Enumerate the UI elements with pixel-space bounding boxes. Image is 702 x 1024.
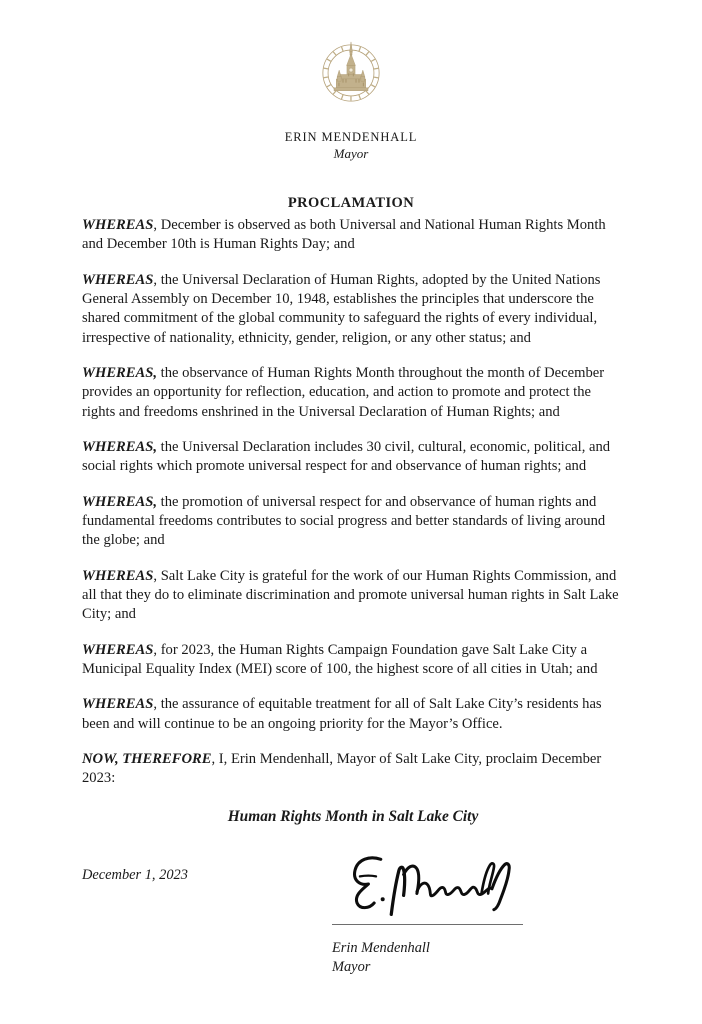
- paragraph-lead: WHEREAS: [82, 217, 154, 233]
- handwritten-signature-icon: [338, 846, 530, 922]
- whereas-paragraph: [82, 567, 624, 625]
- paragraph-text: the observance of Human Rights Month throughout the month of December provides an opportunity for reflection, education, and action to promote and protect the rights and freedoms enshrined in the Universal Declaration of Human Rights; and: [82, 364, 605, 420]
- paragraph-lead: NOW, THEREFORE: [82, 750, 212, 767]
- whereas-paragraph: [82, 493, 624, 551]
- signatory-role: Mayor: [332, 959, 371, 976]
- letterhead-mayor-title: Mayor: [333, 145, 369, 161]
- whereas-paragraph: [82, 695, 624, 734]
- paragraph-lead: WHEREAS: [82, 271, 154, 288]
- paragraph-lead: WHEREAS: [82, 641, 154, 658]
- whereas-paragraph: [82, 438, 624, 477]
- paragraph-text: the promotion of universal respect for and observance of human rights and fundamental freedoms contributes to social progress and better standards of living around the globe; and: [82, 493, 606, 549]
- whereas-paragraph: [82, 271, 624, 348]
- proclaimed-title: Human Rights Month in Salt Lake City: [227, 807, 479, 825]
- paragraph-text: , December is observed as both Universal and National Human Rights Month and December 10th is Human Rights Day; and: [82, 217, 606, 253]
- paragraph-lead: WHEREAS: [82, 567, 154, 584]
- letterhead: [0, 0, 702, 163]
- signature-block: [332, 846, 592, 977]
- paragraph-lead: WHEREAS,: [82, 493, 158, 510]
- paragraph-lead: WHEREAS: [82, 696, 154, 713]
- page-title: PROCLAMATION: [287, 194, 415, 211]
- paragraph-text: , the Universal Declaration of Human Rights, adopted by the United Nations General Assembly on December 10, 1948, establishes the principles that underscore the shared commitment of the global community to safeguard the rights of every individual, irrespective of nationality, ethnicity, gender, religion, or any other status; and: [82, 271, 601, 346]
- whereas-paragraph: [82, 216, 624, 255]
- paragraph-text: , for 2023, the Human Rights Campaign Foundation gave Salt Lake City a Municipal Equality Index (MEI) score of 100, the highest score of all cities in Utah; and: [82, 641, 598, 677]
- paragraph-text: , I, Erin Mendenhall, Mayor of Salt Lake City, proclaim December 2023:: [82, 750, 602, 787]
- paragraph-text: , Salt Lake City is grateful for the work of our Human Rights Commission, and all that they do to eliminate discrimination and promote universal human rights in Salt Lake City; and: [82, 567, 619, 623]
- whereas-paragraph: [82, 364, 624, 422]
- paragraph-lead: WHEREAS,: [82, 438, 158, 455]
- salt-lake-city-seal-icon: [314, 36, 388, 110]
- proclamation-date: December 1, 2023: [82, 866, 188, 883]
- now-therefore-paragraph: [82, 750, 624, 789]
- whereas-paragraph: [82, 641, 624, 680]
- letterhead-mayor-name: ERIN MENDENHALL: [284, 130, 418, 144]
- paragraph-text: the Universal Declaration includes 30 civil, cultural, economic, political, and social rights which promote universal respect for and observance of human rights; and: [82, 438, 611, 475]
- paragraph-lead: WHEREAS,: [82, 364, 158, 381]
- signatory-name: Erin Mendenhall: [332, 940, 430, 956]
- document-body: [82, 216, 624, 884]
- paragraph-text: , the assurance of equitable treatment for all of Salt Lake City’s residents has been and will continue to be an ongoing priority for the Mayor’s Office.: [82, 696, 602, 732]
- signature-line: [332, 924, 523, 925]
